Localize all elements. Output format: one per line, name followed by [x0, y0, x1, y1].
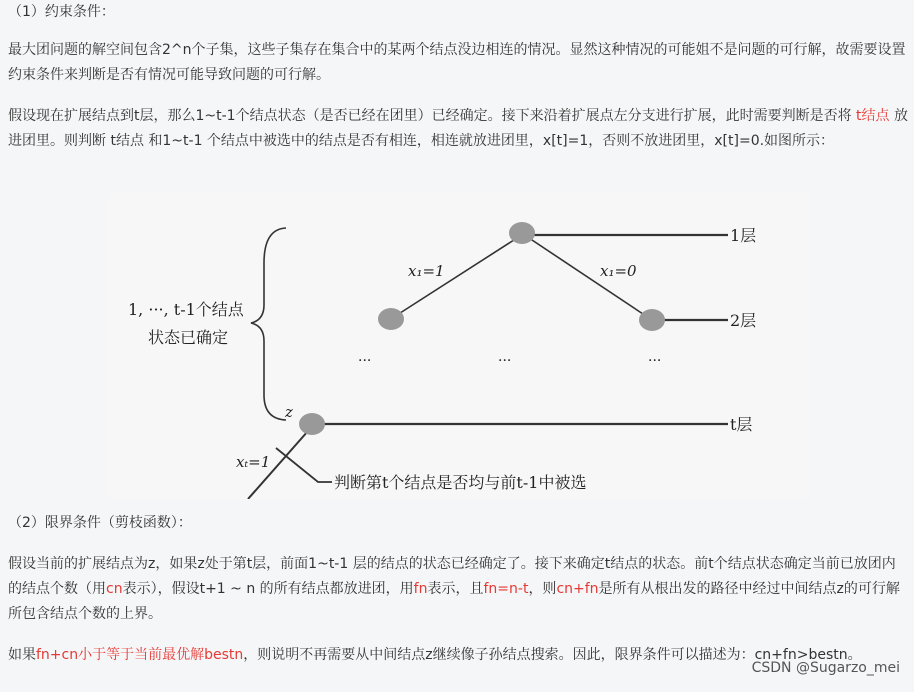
- state-tree-figure: [108, 193, 810, 499]
- node-z: [299, 413, 325, 435]
- judge-text: 判断第t个结点是否均与前t-1中被选: [334, 473, 587, 492]
- bound-paragraph-2: 如果fn+cn小于等于当前最优解bestn，则说明不再需要从中间结点z继续像子孙结点搜索。因此，限界条件可以描述为：cn+fn>bestn。: [8, 647, 862, 663]
- constraint-paragraph-2: 假设现在扩展结点到t层，那么1~t-1个结点状态（是否已经在团里）已经确定。接下来沿着扩展点左分支进行扩展，此时需要判断是否将 t结点 放进团里。则判断 t结点 和1~t-1 个结点中被选中的结点是否有相连，相连就放进团里，x[t]=1，否则不放进团里，x[t]=0.如图所示：: [8, 108, 908, 149]
- cn-highlight: cn: [106, 581, 123, 597]
- bestn-highlight: fn+cn小于等于当前最优解bestn: [36, 647, 244, 663]
- right-child-node: [639, 309, 665, 331]
- brace-label-line1: 1, ···, t-1个结点: [128, 300, 244, 319]
- constraint-heading: （1）约束条件：: [8, 4, 115, 20]
- edge-bottom-label: xₜ=1: [236, 453, 271, 471]
- node-z-label: z: [285, 403, 293, 421]
- root-node: [509, 222, 535, 244]
- bound-paragraph-1: 假设当前的扩展结点为z，如果z处于第t层，前面1~t-1 层的结点的状态已经确定了。接下来确定t结点的状态。前t个结点状态确定当前已放团内的结点个数（用cn表示），假设t+1 ~ n 的所有结点都放进团，用fn表示，且fn=n-t，则cn+fn是所有从根出发的路径中经过中间结点z的可行解所包含结点个数的上界。: [8, 556, 900, 622]
- ellipsis-right: ···: [648, 353, 662, 369]
- cn-fn-highlight: cn+fn: [556, 581, 599, 597]
- edge-right-label: x₁=0: [600, 262, 637, 280]
- fn-equation-highlight: fn=n-t: [483, 581, 529, 597]
- ellipsis-left: ···: [358, 353, 372, 369]
- t-node-highlight: t结点: [856, 108, 890, 124]
- csdn-watermark: CSDN @Sugarzo_mei: [751, 660, 900, 676]
- level-t-label: t层: [730, 415, 753, 434]
- ellipsis-middle: ···: [498, 353, 512, 369]
- left-child-node: [378, 308, 404, 330]
- fn-highlight: fn: [413, 581, 428, 597]
- judge-arrow: [276, 448, 332, 482]
- brace-label-line2: 状态已确定: [148, 328, 229, 347]
- brace: [251, 228, 286, 420]
- bound-heading: （2）限界条件（剪枝函数）：: [8, 515, 192, 531]
- edge-left-label: x₁=1: [408, 262, 445, 280]
- level-1-label: 1层: [730, 226, 757, 245]
- level-2-label: 2层: [730, 311, 757, 330]
- constraint-paragraph-1: 最大团问题的解空间包含2^n个子集，这些子集存在集合中的某两个结点没边相连的情况。显然这种情况的可能姐不是问题的可行解，故需要设置约束条件来判断是否有情况可能导致问题的可行解。: [8, 42, 906, 83]
